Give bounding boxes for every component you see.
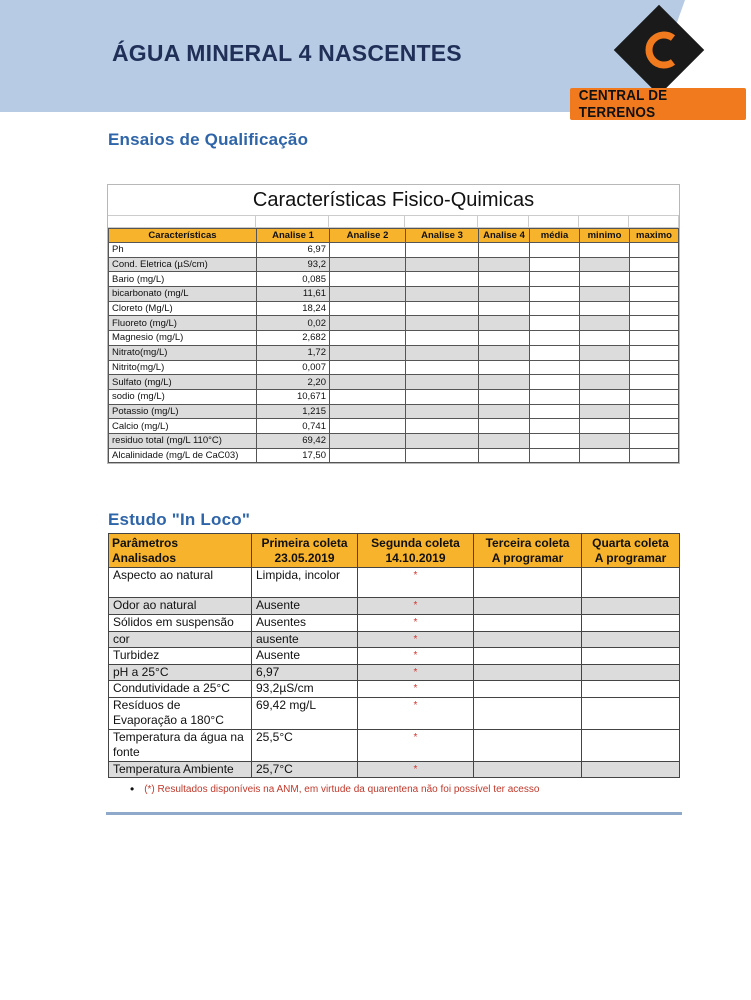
first-collection-value: 25,7°C — [252, 762, 358, 778]
empty-cell — [330, 287, 406, 302]
empty-cell — [479, 301, 530, 316]
empty-cell — [580, 448, 630, 463]
column-header — [582, 534, 680, 568]
table-row — [109, 433, 679, 448]
empty-cell — [330, 448, 406, 463]
empty-cell — [479, 448, 530, 463]
parameter-name: Condutividade a 25°C — [109, 681, 252, 698]
table-row — [109, 419, 679, 434]
footnote-text: (*) Resultados disponíveis na ANM, em virtude da quarentena não foi possível ter acesso — [144, 783, 540, 795]
first-collection-value: 25,5°C — [252, 730, 358, 762]
first-collection-value: 93,2µS/cm — [252, 681, 358, 698]
empty-cell — [330, 404, 406, 419]
table-row — [109, 375, 679, 390]
physico-chemical-table — [107, 184, 680, 464]
in-loco-table — [108, 533, 680, 778]
analysis-1-value: 17,50 — [257, 448, 330, 463]
fourth-collection-value — [582, 615, 680, 632]
loco-header-row — [109, 534, 680, 568]
empty-cell — [580, 301, 630, 316]
parameter-name: Odor ao natural — [109, 598, 252, 615]
empty-cell — [330, 389, 406, 404]
empty-cell — [530, 287, 580, 302]
parameter-name: bicarbonato (mg/L — [109, 287, 257, 302]
fourth-collection-value — [582, 568, 680, 598]
third-collection-value — [474, 762, 582, 778]
empty-cell — [406, 448, 479, 463]
second-collection-value: * — [358, 665, 474, 681]
fourth-collection-value — [582, 681, 680, 698]
empty-cell — [580, 316, 630, 331]
table-row — [109, 360, 679, 375]
header-line-1: Terceira coleta — [485, 535, 570, 550]
second-collection-value: * — [358, 730, 474, 762]
empty-cell — [330, 360, 406, 375]
table-row — [109, 287, 679, 302]
empty-cell — [580, 257, 630, 272]
parameter-name: residuo total (mg/L 110°C) — [109, 433, 257, 448]
divider — [106, 812, 682, 815]
first-collection-value: Ausentes — [252, 615, 358, 632]
logo-banner: CENTRAL DE TERRENOS — [570, 88, 746, 120]
first-collection-value: ausente — [252, 632, 358, 648]
parameter-name: Nitrito(mg/L) — [109, 360, 257, 375]
empty-cell — [330, 257, 406, 272]
fq-header-row — [109, 229, 679, 243]
empty-cell — [580, 272, 630, 287]
parameter-name: Ph — [109, 243, 257, 258]
empty-cell — [479, 287, 530, 302]
analysis-1-value: 0,007 — [257, 360, 330, 375]
column-header — [252, 534, 358, 568]
empty-cell — [479, 316, 530, 331]
empty-cell — [530, 419, 580, 434]
third-collection-value — [474, 665, 582, 681]
empty-cell — [630, 316, 679, 331]
table-row — [109, 243, 679, 258]
empty-cell — [530, 345, 580, 360]
column-header — [474, 534, 582, 568]
empty-cell — [630, 301, 679, 316]
table-row — [109, 404, 679, 419]
first-collection-value: 6,97 — [252, 665, 358, 681]
empty-cell — [479, 272, 530, 287]
third-collection-value — [474, 568, 582, 598]
empty-cell — [479, 360, 530, 375]
analysis-1-value: 18,24 — [257, 301, 330, 316]
empty-cell — [630, 257, 679, 272]
empty-cell — [330, 433, 406, 448]
empty-cell — [406, 433, 479, 448]
header-line-1: Segunda coleta — [371, 535, 460, 550]
parameter-name: cor — [109, 632, 252, 648]
parameter-name: Potassio (mg/L) — [109, 404, 257, 419]
fourth-collection-value — [582, 698, 680, 730]
empty-cell — [630, 331, 679, 346]
empty-cell — [479, 331, 530, 346]
table-title: Características Fisico-Quimicas — [252, 189, 535, 211]
empty-cell — [580, 389, 630, 404]
parameter-name: Cloreto (Mg/L) — [109, 301, 257, 316]
column-header: Analise 1 — [257, 229, 330, 243]
logo-c-icon — [640, 28, 680, 72]
parameter-name: Magnesio (mg/L) — [109, 331, 257, 346]
empty-cell — [580, 433, 630, 448]
parameter-name: Sólidos em suspensão — [109, 615, 252, 632]
empty-cell — [630, 287, 679, 302]
table-row — [109, 331, 679, 346]
fourth-collection-value — [582, 665, 680, 681]
empty-cell — [406, 243, 479, 258]
table-row — [109, 615, 680, 632]
empty-cell — [580, 331, 630, 346]
empty-cell — [406, 287, 479, 302]
empty-cell — [530, 331, 580, 346]
table-row — [109, 730, 680, 762]
table-row — [109, 568, 680, 598]
analysis-1-value: 2,682 — [257, 331, 330, 346]
section-heading-qualification: Ensaios de Qualificação — [108, 130, 309, 149]
column-header — [109, 534, 252, 568]
fourth-collection-value — [582, 762, 680, 778]
table-row — [109, 316, 679, 331]
empty-cell — [406, 345, 479, 360]
table-row — [109, 272, 679, 287]
parameter-name: Alcalinidade (mg/L de CaC03) — [109, 448, 257, 463]
empty-cell — [330, 301, 406, 316]
parameter-name: Resíduos de Evaporação a 180°C — [109, 698, 252, 730]
fourth-collection-value — [582, 648, 680, 665]
first-collection-value: Limpida, incolor — [252, 568, 358, 598]
empty-cell — [580, 375, 630, 390]
table-spacer-row — [108, 215, 679, 228]
empty-cell — [479, 419, 530, 434]
fourth-collection-value — [582, 632, 680, 648]
second-collection-value: * — [358, 598, 474, 615]
empty-cell — [530, 433, 580, 448]
column-header — [358, 534, 474, 568]
empty-cell — [530, 257, 580, 272]
third-collection-value — [474, 681, 582, 698]
analysis-1-value: 11,61 — [257, 287, 330, 302]
first-collection-value: Ausente — [252, 598, 358, 615]
empty-cell — [630, 345, 679, 360]
header-line-2: A programar — [594, 550, 667, 565]
column-header: Analise 3 — [406, 229, 479, 243]
empty-cell — [479, 243, 530, 258]
empty-cell — [406, 389, 479, 404]
empty-cell — [580, 243, 630, 258]
parameter-name: sodio (mg/L) — [109, 389, 257, 404]
parameter-name: Nitrato(mg/L) — [109, 345, 257, 360]
third-collection-value — [474, 632, 582, 648]
table-row — [109, 632, 680, 648]
parameter-name: Aspecto ao natural — [109, 568, 252, 598]
third-collection-value — [474, 698, 582, 730]
third-collection-value — [474, 730, 582, 762]
table-row — [109, 648, 680, 665]
empty-cell — [479, 345, 530, 360]
empty-cell — [530, 448, 580, 463]
empty-cell — [630, 419, 679, 434]
empty-cell — [530, 316, 580, 331]
column-header: maximo — [630, 229, 679, 243]
header-line-2: Analisados — [112, 550, 177, 565]
fourth-collection-value — [582, 730, 680, 762]
empty-cell — [406, 375, 479, 390]
first-collection-value: 69,42 mg/L — [252, 698, 358, 730]
empty-cell — [479, 433, 530, 448]
parameter-name: Temperatura Ambiente — [109, 762, 252, 778]
empty-cell — [330, 272, 406, 287]
empty-cell — [330, 243, 406, 258]
table-row — [109, 681, 680, 698]
empty-cell — [580, 404, 630, 419]
empty-cell — [406, 257, 479, 272]
header-line-2: A programar — [491, 550, 564, 565]
analysis-1-value: 0,741 — [257, 419, 330, 434]
empty-cell — [630, 448, 679, 463]
second-collection-value: * — [358, 698, 474, 730]
parameter-name: Temperatura da água na fonte — [109, 730, 252, 762]
empty-cell — [406, 301, 479, 316]
third-collection-value — [474, 598, 582, 615]
empty-cell — [330, 316, 406, 331]
empty-cell — [406, 404, 479, 419]
second-collection-value: * — [358, 681, 474, 698]
document-title: ÁGUA MINERAL 4 NASCENTES — [112, 40, 462, 66]
analysis-1-value: 1,72 — [257, 345, 330, 360]
empty-cell — [530, 272, 580, 287]
table-row — [109, 698, 680, 730]
empty-cell — [330, 331, 406, 346]
empty-cell — [630, 389, 679, 404]
empty-cell — [406, 360, 479, 375]
analysis-1-value: 10,671 — [257, 389, 330, 404]
empty-cell — [580, 345, 630, 360]
table-row — [109, 389, 679, 404]
empty-cell — [630, 360, 679, 375]
header-line-2: 23.05.2019 — [274, 550, 335, 565]
header-line-1: Parâmetros — [112, 535, 179, 550]
empty-cell — [530, 301, 580, 316]
empty-cell — [630, 375, 679, 390]
table-row — [109, 345, 679, 360]
table-row — [109, 762, 680, 778]
second-collection-value: * — [358, 632, 474, 648]
empty-cell — [630, 433, 679, 448]
fq-grid — [108, 228, 679, 463]
parameter-name: Sulfato (mg/L) — [109, 375, 257, 390]
column-header: minimo — [580, 229, 630, 243]
empty-cell — [479, 404, 530, 419]
empty-cell — [479, 375, 530, 390]
empty-cell — [580, 360, 630, 375]
empty-cell — [530, 404, 580, 419]
analysis-1-value: 2,20 — [257, 375, 330, 390]
table-row — [109, 665, 680, 681]
empty-cell — [479, 389, 530, 404]
parameter-name: Bario (mg/L) — [109, 272, 257, 287]
empty-cell — [406, 331, 479, 346]
empty-cell — [580, 287, 630, 302]
empty-cell — [406, 272, 479, 287]
parameter-name: pH a 25°C — [109, 665, 252, 681]
empty-cell — [530, 389, 580, 404]
fourth-collection-value — [582, 598, 680, 615]
empty-cell — [630, 243, 679, 258]
table-row — [109, 257, 679, 272]
second-collection-value: * — [358, 615, 474, 632]
third-collection-value — [474, 615, 582, 632]
empty-cell — [530, 243, 580, 258]
column-header: média — [530, 229, 580, 243]
parameter-name: Calcio (mg/L) — [109, 419, 257, 434]
analysis-1-value: 0,02 — [257, 316, 330, 331]
second-collection-value: * — [358, 648, 474, 665]
empty-cell — [530, 360, 580, 375]
empty-cell — [479, 257, 530, 272]
analysis-1-value: 93,2 — [257, 257, 330, 272]
table-row — [109, 598, 680, 615]
second-collection-value: * — [358, 568, 474, 598]
bullet-icon: • — [130, 782, 135, 796]
empty-cell — [406, 419, 479, 434]
empty-cell — [330, 419, 406, 434]
empty-cell — [330, 345, 406, 360]
analysis-1-value: 1,215 — [257, 404, 330, 419]
column-header: Características — [109, 229, 257, 243]
header-line-2: 14.10.2019 — [385, 550, 446, 565]
column-header: Analise 2 — [330, 229, 406, 243]
empty-cell — [630, 404, 679, 419]
table-row — [109, 301, 679, 316]
second-collection-value: * — [358, 762, 474, 778]
column-header: Analise 4 — [479, 229, 530, 243]
third-collection-value — [474, 648, 582, 665]
header-line-1: Quarta coleta — [592, 535, 669, 550]
loco-grid — [108, 533, 680, 778]
parameter-name: Fluoreto (mg/L) — [109, 316, 257, 331]
parameter-name: Cond. Eletrica (µS/cm) — [109, 257, 257, 272]
footnote — [130, 782, 539, 796]
analysis-1-value: 0,085 — [257, 272, 330, 287]
empty-cell — [530, 375, 580, 390]
table-row — [109, 448, 679, 463]
analysis-1-value: 6,97 — [257, 243, 330, 258]
analysis-1-value: 69,42 — [257, 433, 330, 448]
empty-cell — [406, 316, 479, 331]
empty-cell — [580, 419, 630, 434]
section-heading-in-loco: Estudo "In Loco" — [108, 510, 251, 529]
header-line-1: Primeira coleta — [261, 535, 348, 550]
empty-cell — [330, 375, 406, 390]
parameter-name: Turbidez — [109, 648, 252, 665]
empty-cell — [630, 272, 679, 287]
first-collection-value: Ausente — [252, 648, 358, 665]
